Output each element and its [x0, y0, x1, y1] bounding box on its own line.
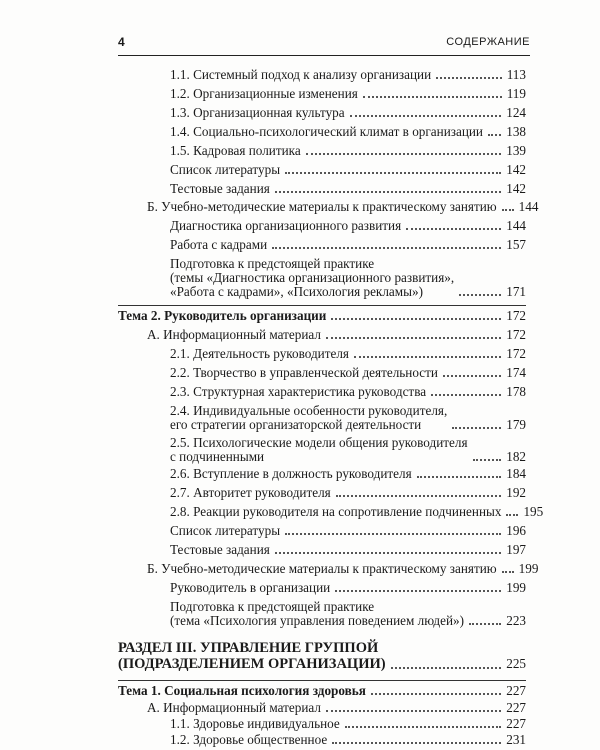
toc-entry: 1.3. Организационная культура 124 [170, 105, 526, 120]
toc-entry: 2.1. Деятельность руководителя 172 [170, 346, 526, 361]
toc-entry: 1.5. Кадровая политика 139 [170, 143, 526, 158]
toc-entry: 1.1. Здоровье индивидуальное 227 [170, 716, 526, 731]
section-rule [118, 305, 526, 306]
toc-entry: Руководитель в организации 199 [170, 580, 526, 595]
toc-entry: Работа с кадрами 157 [170, 237, 526, 252]
toc-theme-heading: Тема 1. Социальная психология здоровья 227 [118, 683, 526, 698]
toc-entry: Список литературы 142 [170, 162, 526, 177]
toc-entry: 2.4. Индивидуальные особенности руководителя, его стратегии организаторской деятельности 179 [170, 403, 526, 432]
toc-entry: Б. Учебно-методические материалы к практическому занятию 144 [147, 199, 539, 214]
toc-entry: Тестовые задания 197 [170, 542, 526, 557]
toc-entry: Подготовка к предстоящей практике (тема «Психология управления поведением людей») 223 [170, 599, 526, 628]
toc-entry: Диагностика организационного развития 144 [170, 218, 526, 233]
toc-entry: Б. Учебно-методические материалы к практическому занятию 199 [147, 561, 539, 576]
toc-entry: 2.7. Авторитет руководителя 192 [170, 485, 526, 500]
toc-entry: 1.2. Здоровье общественное 231 [170, 732, 526, 747]
section-rule [118, 680, 526, 681]
toc-entry: 2.8. Реакции руководителя на сопротивление подчиненных 195 [170, 504, 544, 519]
toc-entry: 2.2. Творчество в управленческой деятельности 174 [170, 365, 526, 380]
toc-entry: Подготовка к предстоящей практике (темы «Диагностика организационного развития», «Работа с кадрами», «Психология рекламы») 171 [170, 256, 526, 299]
toc-entry: Тестовые задания 142 [170, 181, 526, 196]
toc-entry: А. Информационный материал 227 [147, 700, 526, 715]
toc-entry: 2.6. Вступление в должность руководителя 184 [170, 466, 526, 481]
toc-entry: 2.3. Структурная характеристика руководства 178 [170, 384, 526, 399]
toc-entry: 1.1. Системный подход к анализу организации 113 [170, 67, 526, 82]
toc-section-heading: РАЗДЕЛ III. УПРАВЛЕНИЕ ГРУППОЙ (ПОДРАЗДЕЛЕНИЕМ ОРГАНИЗАЦИИ) 225 [118, 640, 526, 672]
page-header [118, 33, 530, 56]
toc-entry: Список литературы 196 [170, 523, 526, 538]
page-number: 4 [118, 35, 125, 49]
toc-entry: 1.2. Организационные изменения 119 [170, 86, 526, 101]
toc-entry: 1.4. Социально-психологический климат в организации 138 [170, 124, 526, 139]
running-head: СОДЕРЖАНИЕ [446, 36, 530, 48]
toc-theme-heading: Тема 2. Руководитель организации 172 [118, 308, 526, 323]
toc-entry: А. Информационный материал 172 [147, 327, 526, 342]
toc-entry: 2.5. Психологические модели общения руководителя с подчиненными 182 [170, 435, 526, 464]
